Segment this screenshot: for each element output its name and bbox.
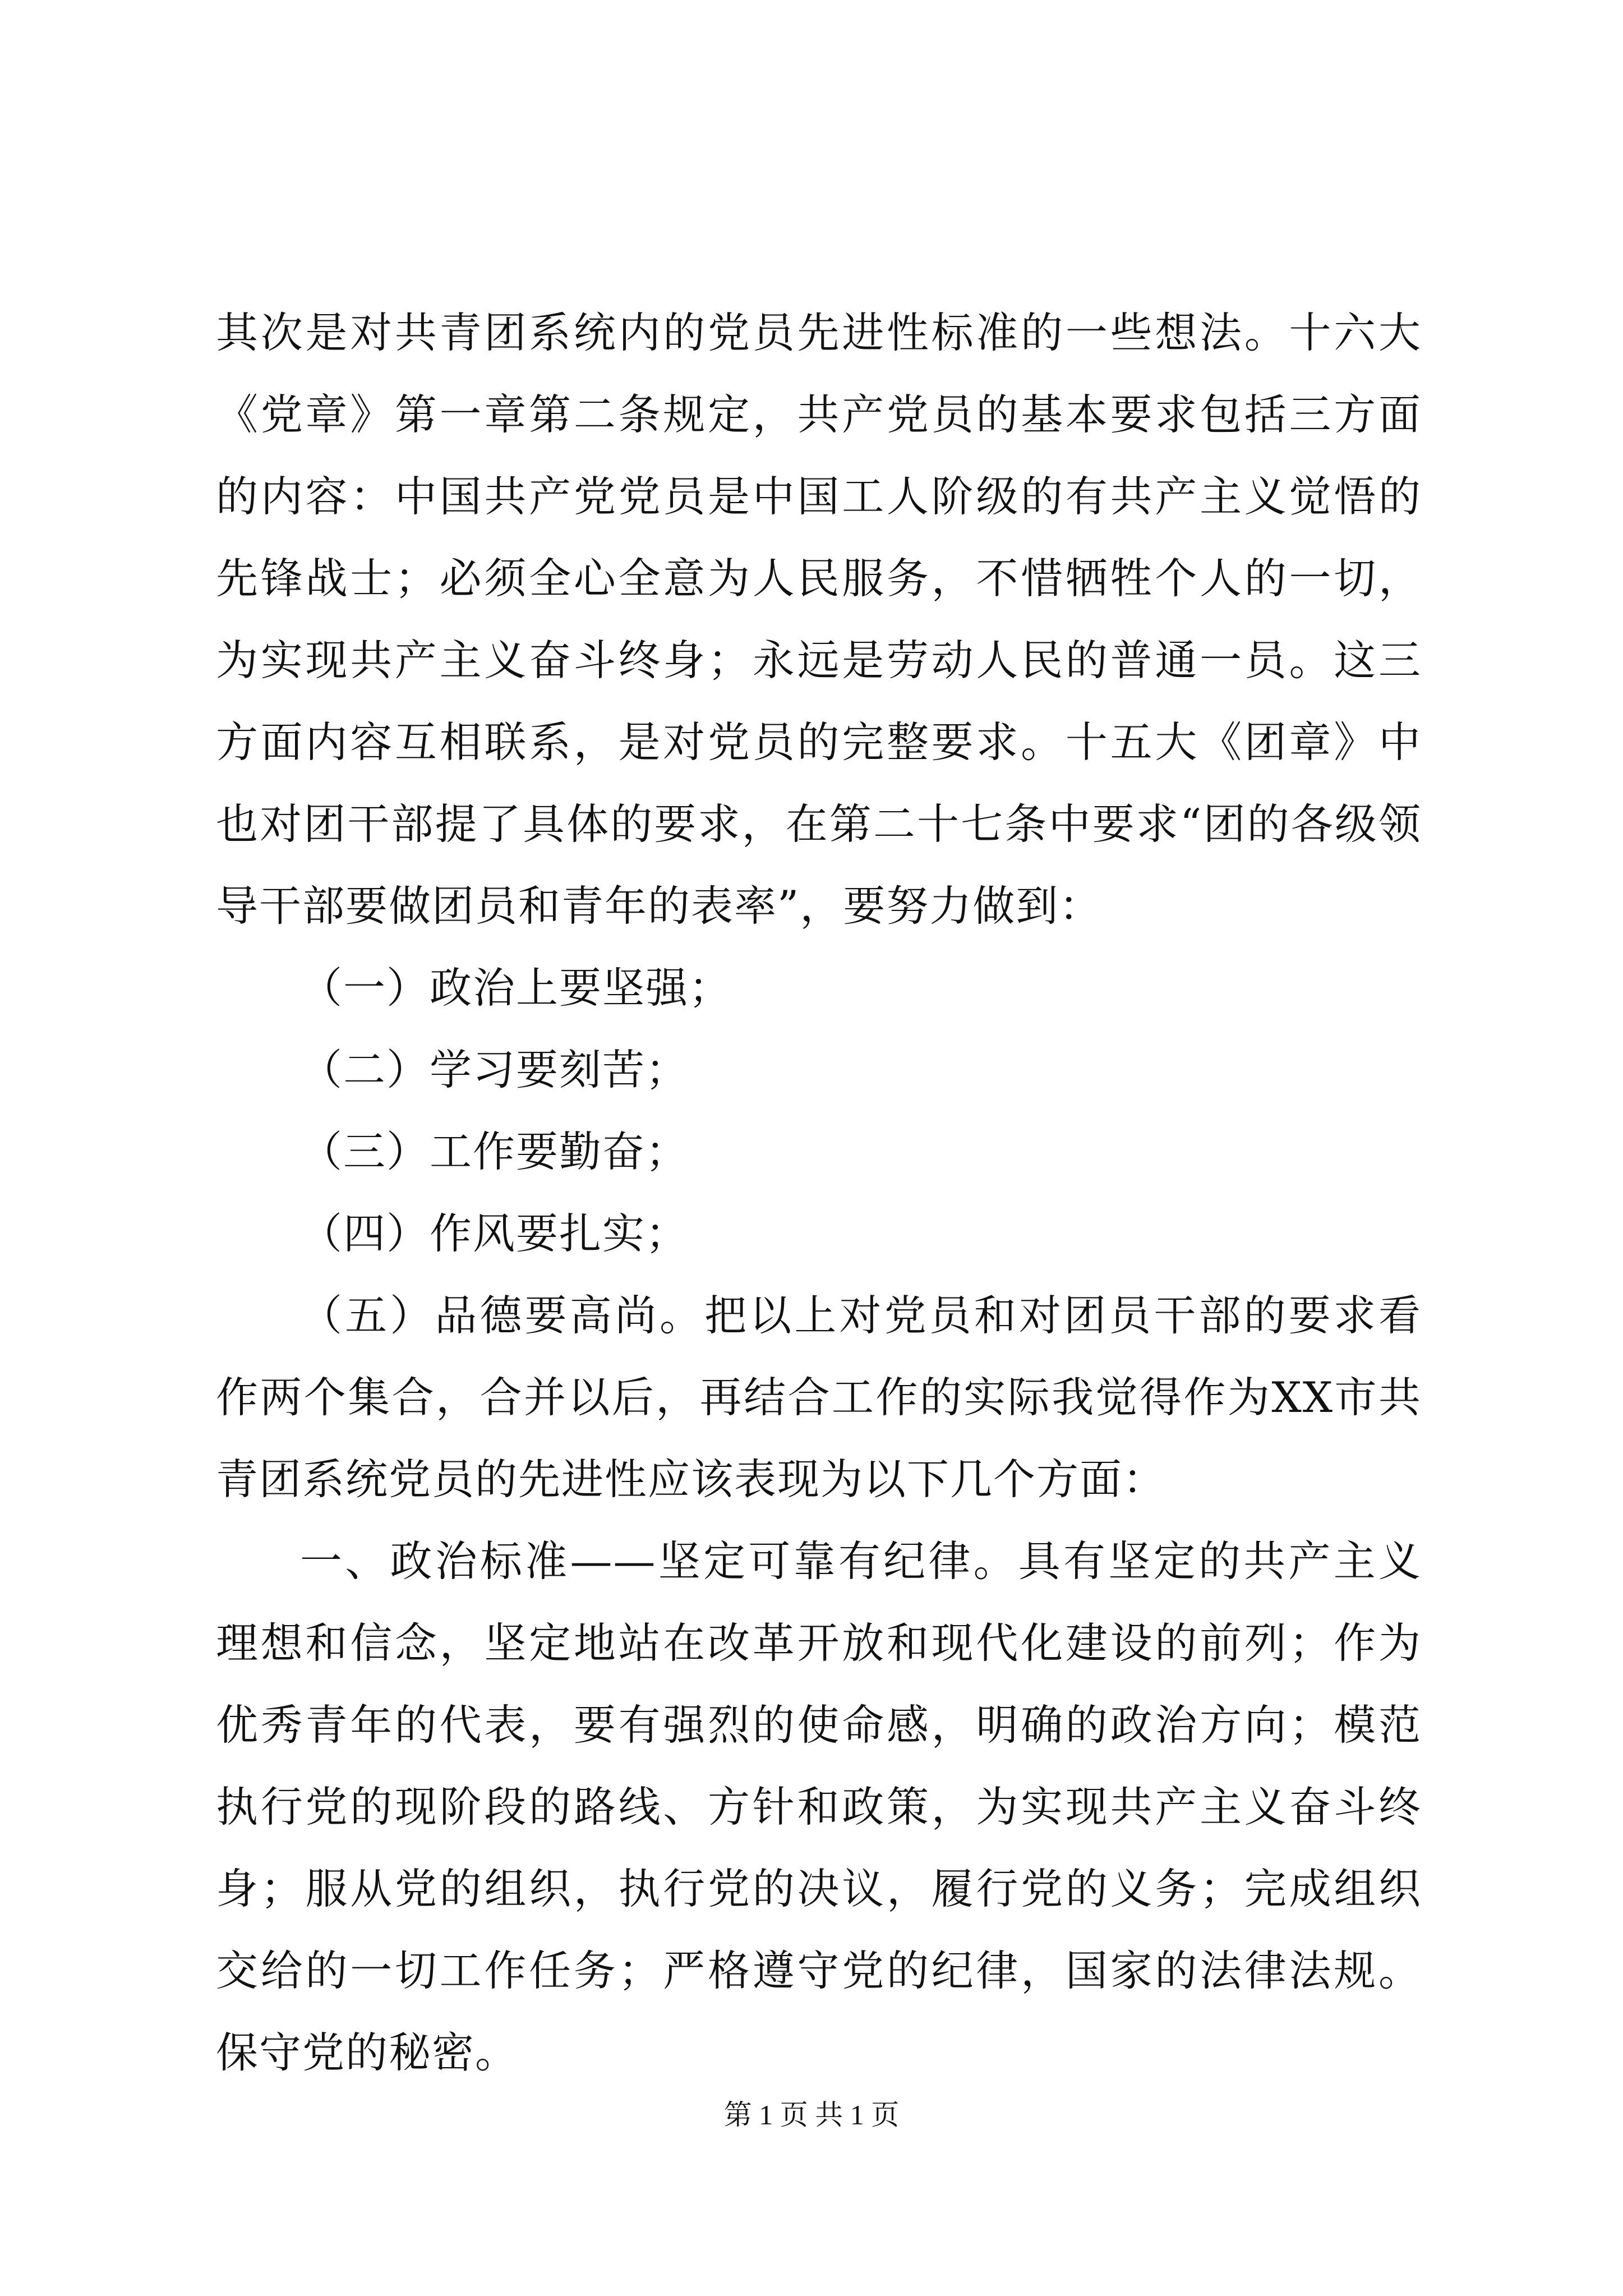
document-body xyxy=(216,292,1422,2093)
page-footer: 第 1 页 共 1 页 xyxy=(723,2099,900,2131)
list-item-2: （二）学习要刻苦； xyxy=(300,1045,689,1094)
list-item-1: （一）政治上要坚强； xyxy=(300,963,732,1013)
list-item-3: （三）工作要勤奋； xyxy=(300,1127,689,1176)
paragraph-political-standard: 一、政治标准——坚定可靠有纪律。具有坚定的共产主义理想和信念，坚定地站在改革开放和现代化建设的前列；作为优秀青年的代表，要有强烈的使命感，明确的政治方向；模范执行党的现阶段的路线、方针和政策，为实现共产主义奋斗终身；服从党的组织，执行党的决议，履行党的义务；完成组织交给的一切工作任务；严格遵守党的纪律，国家的法律法规。保守党的秘密。 xyxy=(216,1536,1422,2077)
paragraph-intro: 其次是对共青团系统内的党员先进性标准的一些想法。十六大《党章》第一章第二条规定，共产党员的基本要求包括三方面的内容：中国共产党党员是中国工人阶级的有共产主义觉悟的先锋战士；必须全心全意为人民服务，不惜牺牲个人的一切，为实现共产主义奋斗终身；永远是劳动人民的普通一员。这三方面内容互相联系，是对党员的完整要求。十五大《团章》中也对团干部提了具体的要求，在第二十七条中要求“团的各级领导干部要做团员和青年的表率”，要努力做到： xyxy=(216,308,1422,931)
paragraph-item-5: （五）品德要高尚。把以上对党员和对团员干部的要求看作两个集合，合并以后，再结合工作的实际我觉得作为XX市共青团系统党员的先进性应该表现为以下几个方面： xyxy=(216,1291,1422,1504)
list-item-4: （四）作风要扎实； xyxy=(300,1209,689,1258)
